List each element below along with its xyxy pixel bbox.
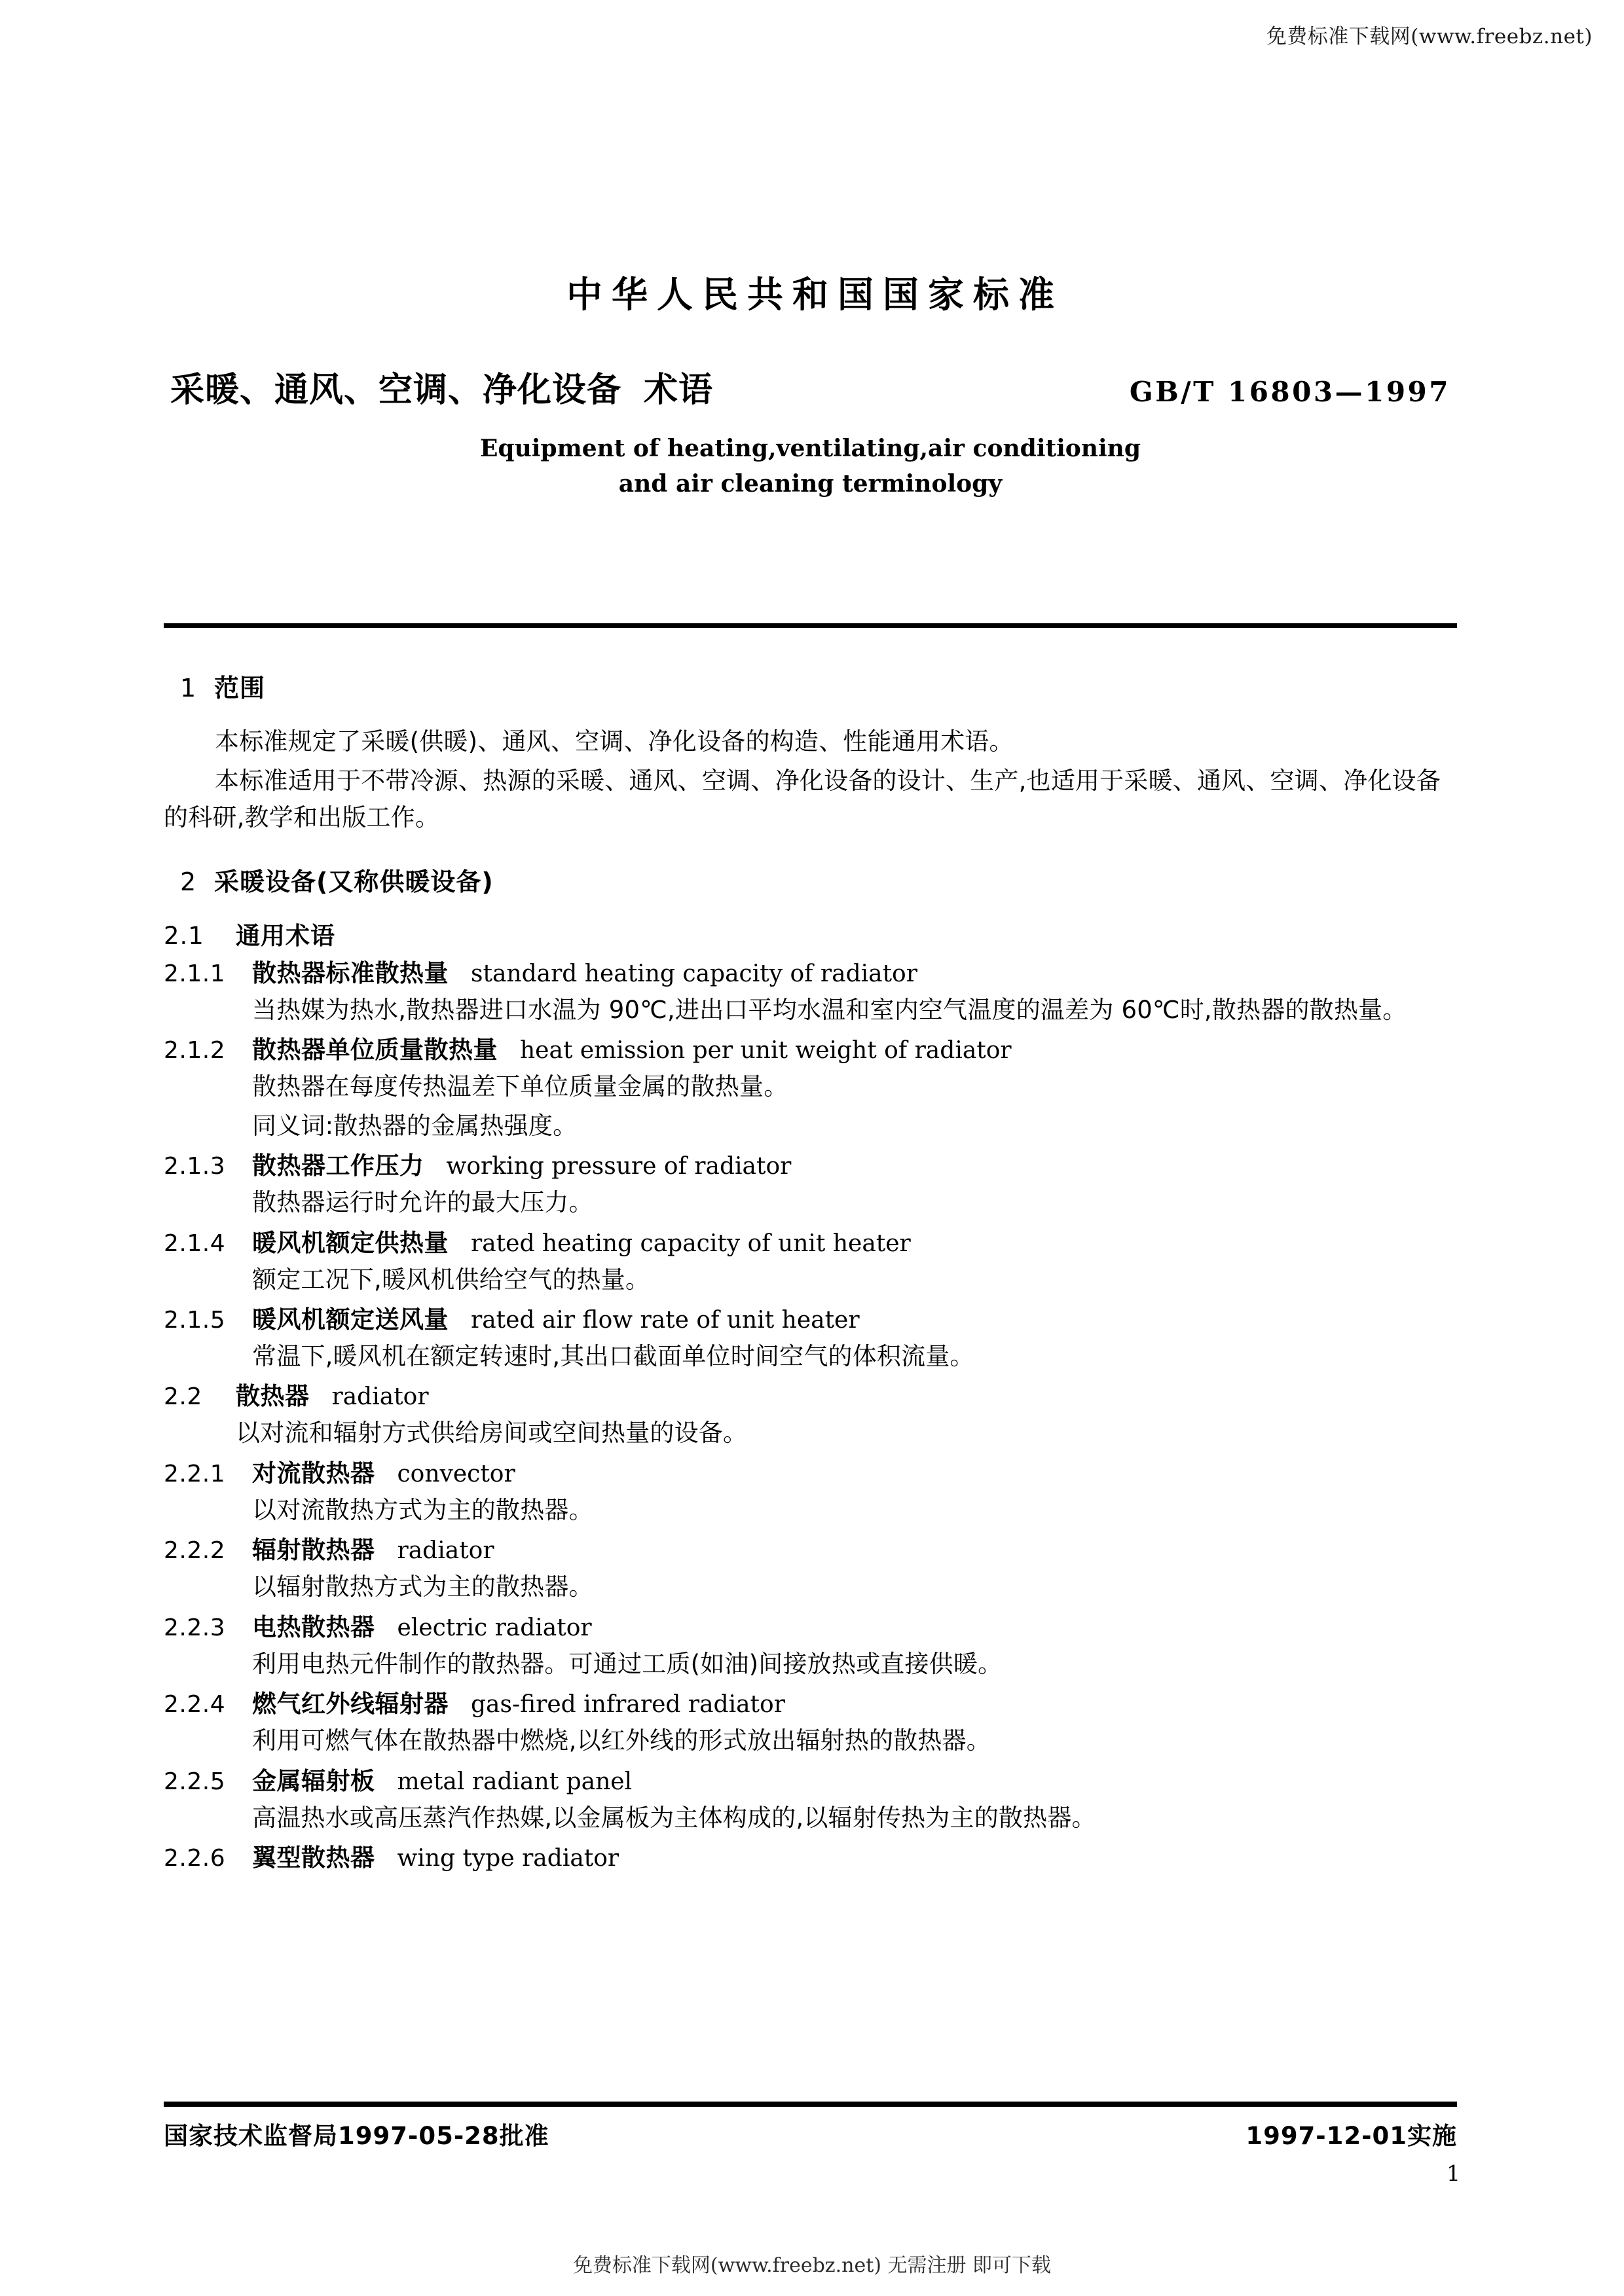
document-body: [164, 668, 1464, 1876]
standard-title-chinese: [170, 362, 713, 411]
term-entry: [164, 1611, 1464, 1682]
term-definition: 散热器在每度传热温差下单位质量金属的散热量。: [252, 1072, 788, 1101]
term-heading: [164, 957, 1464, 991]
term-heading: [164, 1150, 1464, 1183]
term-heading: [164, 1227, 1464, 1260]
term-definition: 利用可燃气体在散热器中燃烧,以红外线的形式放出辐射热的散热器。: [252, 1726, 991, 1755]
term-heading: [164, 1842, 1464, 1875]
page-number: 1: [1447, 2160, 1460, 2186]
section-number-2: 2: [180, 867, 197, 896]
term-name-chinese: 散热器: [236, 1382, 310, 1411]
term-name-english: standard heating capacity of radiator: [471, 960, 917, 987]
term-entry: [164, 1457, 1464, 1528]
term-number: 2.1.2: [164, 1037, 226, 1065]
standard-title-english: [164, 431, 1457, 501]
section-heading-scope: [180, 668, 1464, 704]
standard-number: GB/T 16803—1997: [1129, 375, 1450, 408]
term-heading: [164, 1034, 1464, 1067]
term-entry: [164, 1688, 1464, 1758]
term-number: 2.1.5: [164, 1307, 226, 1334]
term-entry: [164, 1150, 1464, 1220]
term-name-chinese: 散热器工作压力: [252, 1152, 424, 1180]
scope-paragraph-1: 本标准规定了采暖(供暖)、通风、空调、净化设备的构造、性能通用术语。: [215, 727, 1014, 756]
term-number: 2.1.4: [164, 1230, 226, 1257]
term-entry: [164, 1303, 1464, 1374]
term-entry: [164, 957, 1464, 1028]
term-name-english: convector: [397, 1460, 515, 1487]
term-definition: 散热器运行时允许的最大压力。: [252, 1188, 593, 1217]
term-definition: 以对流和辐射方式供给房间或空间热量的设备。: [236, 1419, 748, 1448]
term-name-chinese: 暖风机额定送风量: [252, 1305, 449, 1334]
term-name-english: metal radiant panel: [397, 1768, 633, 1795]
section-heading-heating-equipment: [180, 862, 1464, 898]
footer-divider-rule: [164, 2102, 1457, 2107]
term-heading: [164, 1688, 1464, 1721]
header-divider-rule: [164, 623, 1457, 628]
document-footer: [164, 2116, 1457, 2151]
term-heading: [164, 1765, 1464, 1798]
term-name-chinese: 燃气红外线辐射器: [252, 1690, 449, 1719]
term-definition: 当热媒为热水,散热器进口水温为 90℃,进出口平均水温和室内空气温度的温差为 60℃时,散热器的散热量。: [252, 995, 1407, 1024]
term-heading: [164, 1303, 1464, 1337]
watermark-top: 免费标准下载网(www.freebz.net): [1266, 25, 1593, 48]
term-name-chinese: 散热器标准散热量: [252, 958, 449, 987]
watermark-bottom: 免费标准下载网(www.freebz.net) 无需注册 即可下载: [572, 2254, 1052, 2277]
term-heading: [164, 1380, 1464, 1413]
implementation-text: 1997-12-01实施: [1246, 2122, 1457, 2150]
standard-title-suffix: 术语: [644, 370, 714, 410]
term-name-chinese: 辐射散热器: [252, 1536, 375, 1565]
term-entry: [164, 1380, 1464, 1451]
term-name-english: heat emission per unit weight of radiator: [520, 1037, 1012, 1065]
title-row: [164, 362, 1457, 411]
title-english-line2: and air cleaning terminology: [618, 469, 1003, 498]
term-number: 2.2.2: [164, 1537, 226, 1565]
term-name-chinese: 金属辐射板: [252, 1766, 375, 1795]
document-header: [164, 275, 1457, 501]
subsection-title-2-1: 通用术语: [236, 921, 335, 950]
title-english-line1: Equipment of heating,ventilating,air conditioning: [479, 434, 1141, 462]
term-name-english: wing type radiator: [397, 1845, 619, 1872]
standard-title-main: 采暖、通风、空调、净化设备: [170, 370, 622, 410]
term-heading: [164, 1611, 1464, 1645]
term-name-english: working pressure of radiator: [446, 1153, 792, 1180]
approval-text: 国家技术监督局1997-05-28批准: [164, 2122, 549, 2150]
term-name-english: radiator: [397, 1537, 494, 1565]
term-entry: [164, 1534, 1464, 1605]
term-number: 2.2: [164, 1383, 202, 1411]
term-definition: 常温下,暖风机在额定转速时,其出口截面单位时间空气的体积流量。: [252, 1341, 974, 1370]
term-number: 2.1.1: [164, 960, 226, 987]
term-heading: [164, 1534, 1464, 1567]
term-name-english: electric radiator: [397, 1614, 592, 1641]
subsection-number-2-1: 2.1: [164, 921, 204, 950]
scope-paragraph-2: 本标准适用于不带冷源、热源的采暖、通风、空调、净化设备的设计、生产,也适用于采暖、通风、空调、净化设备的科研,教学和出版工作。: [164, 767, 1441, 832]
term-entry: [164, 1034, 1464, 1144]
term-definition: 额定工况下,暖风机供给空气的热量。: [252, 1265, 650, 1294]
term-name-chinese: 翼型散热器: [252, 1844, 375, 1872]
term-name-english: radiator: [331, 1383, 429, 1411]
term-definition: 以对流散热方式为主的散热器。: [252, 1495, 593, 1524]
term-entry: [164, 1765, 1464, 1836]
term-entry: [164, 1842, 1464, 1875]
term-synonym: 同义词:散热器的金属热强度。: [252, 1111, 578, 1140]
term-entry: [164, 1227, 1464, 1298]
term-number: 2.2.6: [164, 1845, 226, 1872]
term-number: 2.2.3: [164, 1614, 226, 1641]
term-definition: 利用电热元件制作的散热器。可通过工质(如油)间接放热或直接供暖。: [252, 1649, 1003, 1678]
term-name-chinese: 对流散热器: [252, 1459, 375, 1487]
term-heading: [164, 1457, 1464, 1491]
term-number: 2.2.4: [164, 1691, 226, 1719]
term-name-chinese: 散热器单位质量散热量: [252, 1036, 498, 1065]
term-number: 2.2.1: [164, 1460, 226, 1487]
term-number: 2.1.3: [164, 1153, 226, 1180]
national-standard-title: 中华人民共和国国家标准: [566, 274, 1063, 316]
section-title-2: 采暖设备(又称供暖设备): [214, 867, 494, 896]
term-name-english: rated heating capacity of unit heater: [471, 1230, 911, 1257]
term-name-english: rated air flow rate of unit heater: [471, 1307, 860, 1334]
section-number-1: 1: [180, 674, 197, 702]
term-definition: 高温热水或高压蒸汽作热媒,以金属板为主体构成的,以辐射传热为主的散热器。: [252, 1803, 1096, 1832]
term-name-chinese: 电热散热器: [252, 1613, 375, 1641]
subsection-heading-general-terms: [164, 916, 1464, 951]
term-definition: 以辐射散热方式为主的散热器。: [252, 1573, 593, 1601]
term-name-chinese: 暖风机额定供热量: [252, 1228, 449, 1257]
section-title-1: 范围: [214, 674, 266, 702]
term-number: 2.2.5: [164, 1768, 226, 1795]
term-name-english: gas-fired infrared radiator: [471, 1691, 785, 1719]
